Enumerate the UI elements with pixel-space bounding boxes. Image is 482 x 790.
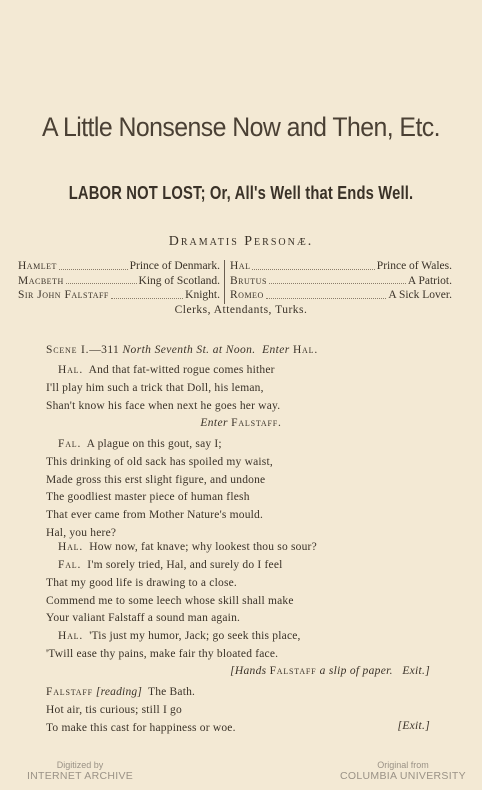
speaker-name: Hal. [58, 630, 84, 642]
speaker-name: Fal. [58, 438, 82, 450]
cast-role: A Patriot. [407, 274, 452, 287]
verse-line: That ever came from Mother Nature's mould. [46, 509, 264, 522]
verse-line: Your valiant Falstaff a sound man again. [46, 612, 241, 625]
cast-name: Hamlet [18, 260, 57, 272]
speech-hal-3 [46, 628, 466, 664]
speech-hal-2 [46, 539, 466, 557]
cast-entry [230, 288, 452, 303]
cast-entry [18, 259, 220, 274]
stage-direction-enter-falstaff: Enter Falstaff. [200, 417, 282, 429]
verse-line: Shan't know his face when next he goes her way. [46, 399, 281, 412]
cast-name: Macbeth [18, 274, 64, 287]
stage-direction-hands-paper: [Hands Falstaff a slip of paper. Exit.] [230, 665, 430, 677]
cast-role: King of Scotland. [138, 274, 220, 287]
footer-digitized-by: Digitized by INTERNET ARCHIVE [26, 760, 134, 782]
cast-name: Hal [230, 260, 251, 272]
cast-divider [224, 260, 225, 304]
verse-line: To make this cast for happiness or woe. [46, 721, 236, 734]
cast-extras: Clerks, Attendants, Turks. [174, 304, 308, 316]
verse-line: Hal. How now, fat knave; why lookest thou so sour? [58, 541, 317, 553]
speech-falstaff-1 [46, 436, 466, 543]
scene-heading [46, 344, 466, 356]
stage-aside: [reading] [95, 686, 143, 698]
cast-name: Romeo [230, 289, 264, 301]
dramatis-personae-heading: Dramatis Personæ. [168, 234, 314, 249]
cast-role: Prince of Wales. [376, 260, 452, 272]
speaker-name: Fal. [58, 559, 82, 571]
cast-role: A Sick Lover. [388, 289, 452, 301]
verse-line: Hal, you here? [46, 526, 117, 539]
scene-enter: Enter [262, 344, 290, 356]
verse-line: The goodliest master piece of human flesh [46, 491, 250, 504]
cast-entry [230, 274, 452, 289]
verse-line: Made gross this erst slight figure, and undone [46, 473, 266, 486]
scene-enter-name: Hal. [292, 344, 318, 356]
verse-line: This drinking of old sack has spoiled my waist, [46, 455, 273, 468]
cast-column-left [18, 259, 220, 303]
speaker-name: Hal. [58, 364, 84, 376]
verse-line: Commend me to some leech whose skill shall make [46, 594, 294, 607]
speech-falstaff-2 [46, 557, 466, 628]
cast-role: Prince of Denmark. [129, 260, 220, 272]
verse-line: Falstaff [reading] The Bath. [46, 686, 196, 698]
cast-role: Knight. [185, 289, 220, 301]
cast-name: Brutus [230, 274, 267, 287]
verse-line: Hal. And that fat-witted rogue comes hither [58, 364, 275, 376]
cast-entry [230, 259, 452, 274]
speaker-name: Hal. [58, 541, 84, 553]
verse-line: That my good life is drawing to a close. [46, 576, 238, 589]
verse-line: Fal. I'm sorely tried, Hal, and surely do I feel [58, 559, 283, 571]
scene-address: —311 [89, 344, 120, 356]
verse-line: Hot air, tis curious; still I go [46, 703, 182, 716]
verse-line: I'll play him such a trick that Doll, his leman, [46, 381, 264, 394]
verse-line: 'Twill ease thy pains, make fair thy bloated face. [46, 647, 279, 660]
stage-direction-exit: [Exit.] [397, 720, 430, 732]
verse-line: Hal. 'Tis just my humor, Jack; go seek this place, [58, 630, 301, 642]
play-subtitle: LABOR NOT LOST; Or, All's Well that Ends Well. [68, 183, 414, 203]
cast-column-right [230, 259, 452, 303]
footer-original-from: Original from COLUMBIA UNIVERSITY [340, 760, 466, 782]
scene-setting: North Seventh St. at Noon. [122, 344, 256, 356]
scene-label: Scene I. [46, 344, 90, 356]
page-title: A Little Nonsense Now and Then, Etc. [41, 112, 441, 142]
speech-hal-1 [46, 362, 466, 415]
speaker-name: Falstaff [46, 686, 93, 698]
cast-entry [18, 274, 220, 289]
verse-line: Fal. A plague on this gout, say I; [58, 438, 222, 450]
cast-entry [18, 288, 220, 303]
cast-name: Sir John Falstaff [18, 289, 109, 301]
